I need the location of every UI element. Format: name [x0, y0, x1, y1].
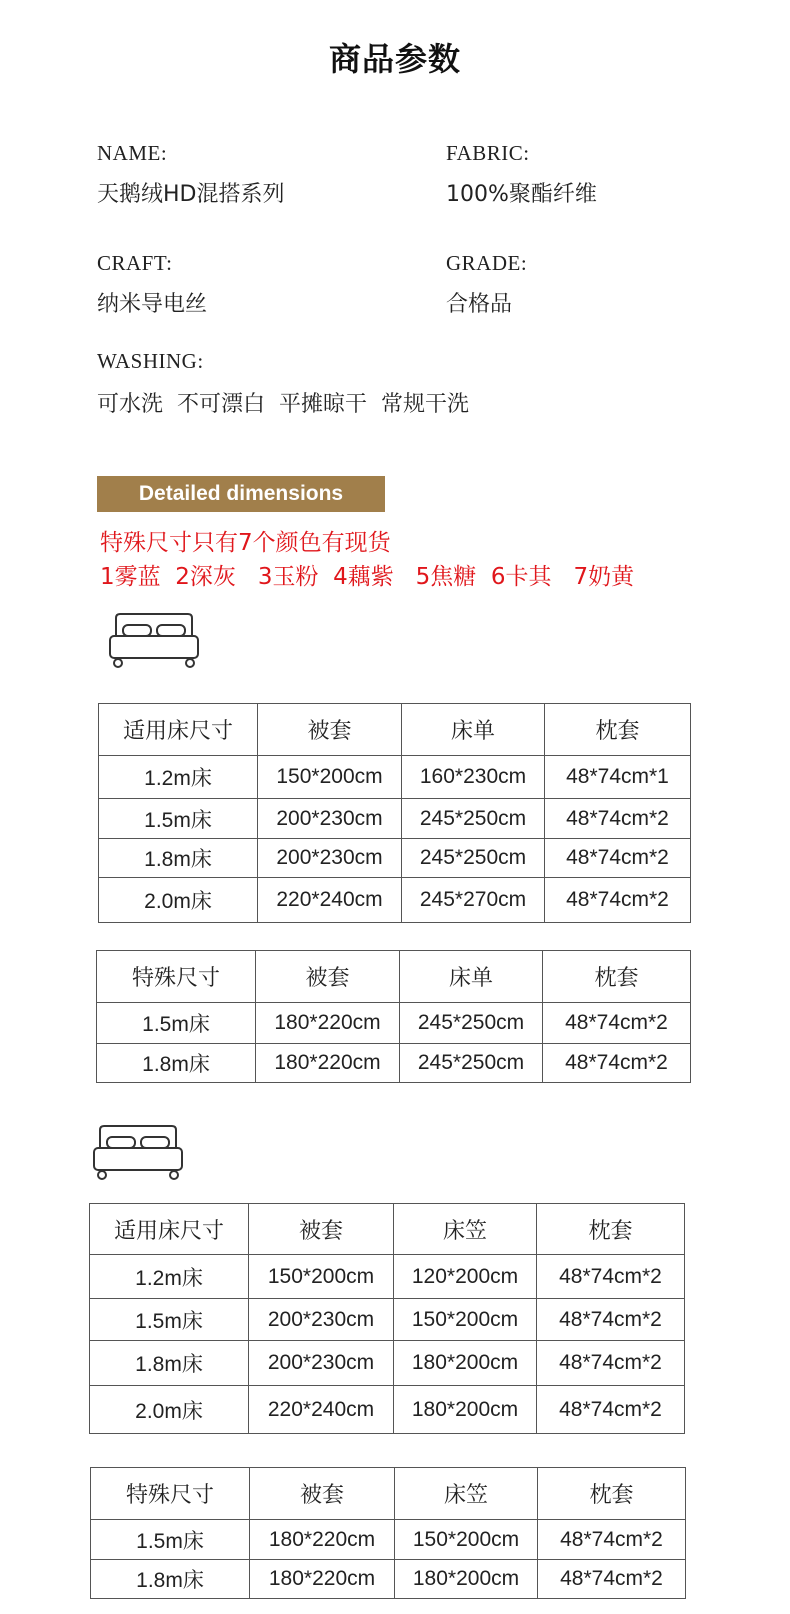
table-header-row	[97, 951, 691, 1003]
table-cell: 48*74cm*2	[538, 1520, 686, 1560]
header-cell: 枕套	[543, 951, 691, 1003]
table-cell: 1.5m床	[97, 1003, 256, 1044]
header-cell: 床单	[400, 951, 543, 1003]
table-cell: 120*200cm	[394, 1255, 537, 1299]
name-value: 天鹅绒HD混搭系列	[97, 182, 285, 207]
table-cell: 1.2m床	[99, 756, 258, 799]
table-row	[99, 756, 691, 799]
table-row	[91, 1520, 686, 1560]
table-header-row	[90, 1204, 685, 1255]
header-cell: 适用床尺寸	[99, 704, 258, 756]
table-cell: 180*200cm	[394, 1341, 537, 1386]
table-cell: 150*200cm	[249, 1255, 394, 1299]
table-cell: 245*250cm	[402, 839, 545, 878]
table-cell: 180*220cm	[256, 1044, 400, 1083]
header-cell: 特殊尺寸	[91, 1468, 250, 1520]
table-row	[97, 1044, 691, 1083]
header-cell: 枕套	[538, 1468, 686, 1520]
notice-line-2: 1雾蓝 2深灰 3玉粉 4藕紫 5焦糖 6卡其 7奶黄	[100, 564, 635, 590]
table-cell: 150*200cm	[395, 1520, 538, 1560]
table-cell: 48*74cm*2	[538, 1560, 686, 1599]
table-header-row	[99, 704, 691, 756]
table-row	[91, 1560, 686, 1599]
table-cell: 1.5m床	[91, 1520, 250, 1560]
table-cell: 150*200cm	[394, 1299, 537, 1341]
table-cell: 160*230cm	[402, 756, 545, 799]
table-cell: 200*230cm	[249, 1341, 394, 1386]
header-cell: 被套	[256, 951, 400, 1003]
table-cell: 180*220cm	[256, 1003, 400, 1044]
table-cell: 220*240cm	[249, 1386, 394, 1434]
table-cell: 180*220cm	[250, 1560, 395, 1599]
table-cell: 48*74cm*2	[545, 839, 691, 878]
bed-icon	[92, 1124, 184, 1182]
table-cell: 220*240cm	[258, 878, 402, 923]
grade-value: 合格品	[446, 292, 513, 317]
table-cell: 48*74cm*1	[545, 756, 691, 799]
special-size-table-fitted	[90, 1467, 686, 1599]
header-cell: 床笠	[395, 1468, 538, 1520]
table-cell: 1.8m床	[90, 1341, 249, 1386]
table-cell: 48*74cm*2	[543, 1003, 691, 1044]
table-row	[90, 1299, 685, 1341]
table-cell: 48*74cm*2	[545, 878, 691, 923]
table-cell: 245*270cm	[402, 878, 545, 923]
table-row	[97, 1003, 691, 1044]
table-cell: 245*250cm	[400, 1044, 543, 1083]
header-cell: 被套	[250, 1468, 395, 1520]
table-cell: 1.5m床	[99, 799, 258, 839]
special-size-table-sheet	[96, 950, 691, 1083]
name-label: NAME:	[97, 141, 168, 165]
table-cell: 1.8m床	[97, 1044, 256, 1083]
table-cell: 245*250cm	[402, 799, 545, 839]
table-row	[99, 799, 691, 839]
table-cell: 1.8m床	[91, 1560, 250, 1599]
header-cell: 适用床尺寸	[90, 1204, 249, 1255]
table-row	[99, 839, 691, 878]
table-header-row	[91, 1468, 686, 1520]
table-row	[90, 1255, 685, 1299]
table-cell: 48*74cm*2	[537, 1255, 685, 1299]
table-cell: 200*230cm	[258, 839, 402, 878]
table-cell: 48*74cm*2	[537, 1299, 685, 1341]
table-row	[90, 1341, 685, 1386]
table-cell: 180*220cm	[250, 1520, 395, 1560]
table-cell: 2.0m床	[99, 878, 258, 923]
table-cell: 1.5m床	[90, 1299, 249, 1341]
table-cell: 48*74cm*2	[537, 1341, 685, 1386]
table-cell: 2.0m床	[90, 1386, 249, 1434]
header-cell: 枕套	[537, 1204, 685, 1255]
table-cell: 150*200cm	[258, 756, 402, 799]
washing-label: WASHING:	[97, 349, 204, 373]
table-cell: 48*74cm*2	[537, 1386, 685, 1434]
notice-line-1: 特殊尺寸只有7个颜色有现货	[100, 530, 391, 556]
washing-value: 可水洗 不可漂白 平摊晾干 常规干洗	[97, 392, 469, 417]
fabric-label: FABRIC:	[446, 141, 530, 165]
table-cell: 48*74cm*2	[545, 799, 691, 839]
table-cell: 48*74cm*2	[543, 1044, 691, 1083]
header-cell: 特殊尺寸	[97, 951, 256, 1003]
page-title: 商品参数	[328, 40, 461, 78]
craft-value: 纳米导电丝	[97, 292, 208, 317]
table-cell: 180*200cm	[395, 1560, 538, 1599]
header-cell: 床笠	[394, 1204, 537, 1255]
header-cell: 枕套	[545, 704, 691, 756]
table-cell: 180*200cm	[394, 1386, 537, 1434]
table-cell: 1.8m床	[99, 839, 258, 878]
table-row	[99, 878, 691, 923]
grade-label: GRADE:	[446, 251, 528, 275]
header-cell: 被套	[249, 1204, 394, 1255]
craft-label: CRAFT:	[97, 251, 173, 275]
detailed-dimensions-banner: Detailed dimensions	[97, 476, 385, 512]
table-cell: 200*230cm	[258, 799, 402, 839]
table-cell: 245*250cm	[400, 1003, 543, 1044]
header-cell: 床单	[402, 704, 545, 756]
size-table-fitted	[89, 1203, 685, 1434]
bed-icon	[108, 612, 200, 670]
table-cell: 1.2m床	[90, 1255, 249, 1299]
table-row	[90, 1386, 685, 1434]
table-cell: 200*230cm	[249, 1299, 394, 1341]
size-table-sheet	[98, 703, 691, 923]
header-cell: 被套	[258, 704, 402, 756]
fabric-value: 100%聚酯纤维	[446, 182, 597, 207]
